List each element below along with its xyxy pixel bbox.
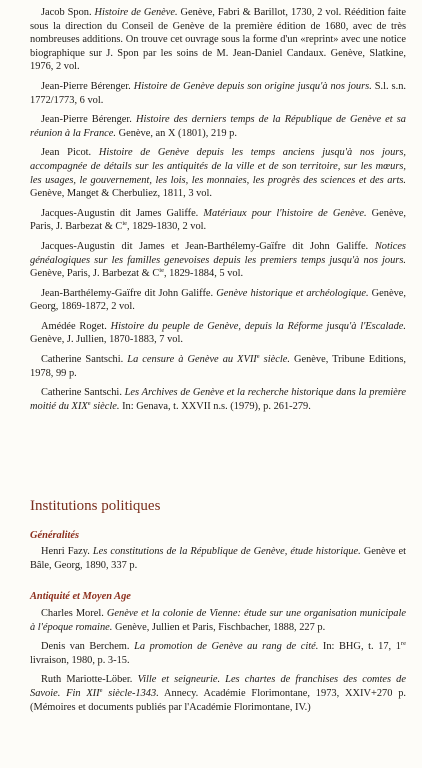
entry-publication-continued: livraison, 1980, p. 3-15. [30, 654, 130, 666]
bibliography-entry [30, 320, 406, 347]
entry-author: Charles Morel. [41, 608, 104, 619]
entry-title: Matériaux pour l'histoire de Genève. [203, 207, 367, 219]
entry-publication: Genève et Bâle, Georg, 1890, 337 p. [30, 546, 406, 571]
entry-title-continued: siècle. [90, 400, 120, 412]
entry-publication: Genève, Georg, 1869-1872, 2 vol. [30, 287, 406, 313]
entry-publication: In: Genava, t. XXVII n.s. (1979), p. 261-279. [122, 400, 311, 412]
entry-author: Jacques-Augustin dit James Galiffe. [41, 207, 199, 219]
entry-author: Denis van Berchem. [41, 641, 130, 653]
entry-author: Jean-Pierre Bérenger. [41, 114, 132, 126]
entry-author: Amédée Roget. [41, 320, 107, 332]
entry-title: Histoire de Genève depuis les temps anciens jusqu'à nos jours, accompagnée de détails sur les antiquités de la ville et de son territoire, sur les mœurs, les usages, le gouvernement, les lois, les monnaies, les progrès des sciences et des arts. [30, 147, 406, 186]
entry-author: Jean-Barthélemy-Gaïfre dit John Galiffe. [41, 287, 214, 299]
bibliography-entry [30, 80, 406, 107]
entry-title: Ville et seigneurie. Les chartes de franchises des comtes de Savoie. Fin XII [30, 674, 406, 699]
entry-author: Jacques-Augustin dit James et Jean-Barthélemy-Gaïfre dit John Galiffe. [41, 240, 369, 252]
entry-superscript: ie [159, 267, 164, 275]
entry-publication: Genève, Tribune Editions, 1978, 99 p. [30, 354, 406, 379]
entry-publication: Genève, Paris, J. Barbezat & C [30, 268, 160, 280]
bibliography-entry [30, 640, 406, 667]
bibliography-entry [30, 6, 406, 74]
entry-publication: Genève, Manget & Cherbuliez, 1811, 3 vol. [30, 188, 212, 200]
entry-publication: In: BHG, t. 17, 1 [322, 641, 401, 653]
subsection-title-generalites: Généralités [30, 530, 80, 541]
entry-title: Genève historique et archéologique. [216, 287, 369, 299]
bibliography-entry [30, 146, 406, 200]
bibliography-list-general [30, 6, 406, 413]
entry-author: Catherine Santschi. [41, 387, 122, 399]
entry-title: Les constitutions de la République de Genève, étude historique. [92, 546, 361, 557]
entry-publication-continued: , 1829-1884, 5 vol. [163, 268, 244, 280]
entry-title-superscript: e [87, 399, 91, 407]
subsection-title-antiquite: Antiquité et Moyen Age [30, 591, 131, 602]
entry-title-superscript: e [256, 353, 260, 361]
entry-publication: Genève, Jullien et Paris, Fischbacher, 1888, 227 p. [114, 621, 326, 633]
entry-publication: Genève, Fabri & Barillot, 1730, 2 vol. Réédition faite sous la direction du Conseil de Genève de la première édition de 1680, avec de très nombreuses additions. On trouve cet ouvrage sous la forme d'un «reprint» avec une notice biographique sur J. Spon par les soins de M. Jean-Daniel Candaux. Genève, Slatkine, 1976, 2 vol. [30, 7, 406, 73]
entry-publication: Annecy. Académie Florimontane, 1973, XXIV+270 p. (Mémoires et documents publiés par l'Académie Florimontane, IV.) [30, 687, 406, 713]
entry-title: Notices généalogiques sur les familles genevoises depuis les premiers temps jusqu'à nos jours. [30, 240, 406, 266]
entry-publication: Genève, Paris, J. Barbezat & C [30, 207, 406, 233]
entry-publication: S.l. s.n. 1772/1773, 6 vol. [30, 80, 406, 106]
entry-title: Histoire de Genève depuis son origine jusqu'à nos jours. [133, 80, 372, 92]
bibliography-entry [30, 287, 406, 314]
entry-title-continued: siècle-1343. [102, 687, 159, 699]
entry-title: La promotion de Genève au rang de cité. [134, 641, 319, 653]
section-title: Institutions politiques [30, 498, 161, 514]
bibliography-entry [30, 673, 406, 714]
entry-superscript: ie [122, 220, 128, 228]
entry-title: Les Archives de Genève et la recherche historique dans la première moitié du XIX [30, 387, 406, 412]
entry-author: Ruth Mariotte-Löber. [41, 674, 133, 686]
entry-publication: Genève, J. Jullien, 1870-1883, 7 vol. [30, 334, 183, 346]
entry-title-superscript: e [99, 686, 103, 694]
entry-publication-continued: , 1829-1830, 2 vol. [127, 221, 207, 233]
entry-author: Henri Fazy. [41, 546, 90, 557]
entry-title: Genève et la colonie de Vienne: étude sur une organisation municipale à l'époque romaine. [30, 608, 406, 633]
bibliography-entry [30, 607, 406, 634]
bibliography-entry [30, 353, 406, 380]
entry-title-continued: siècle. [259, 354, 290, 366]
entry-title: La censure à Genève au XVII [127, 354, 257, 366]
entry-author: Jean-Pierre Bérenger. [41, 80, 131, 92]
entry-author: Jean Picot. [41, 147, 92, 159]
bibliography-list-antiquite [30, 607, 406, 714]
bibliography-entry [30, 545, 406, 572]
entry-publication: Genève, an X (1801), 219 p. [118, 127, 237, 139]
entry-title: Histoire de Genève. [94, 7, 178, 18]
entry-title: Histoire des derniers temps de la République de Genève et sa réunion à la France. [30, 114, 406, 139]
bibliography-entry [30, 113, 406, 140]
entry-author: Jacob Spon. [41, 7, 92, 18]
bibliography-entry [30, 207, 406, 234]
entry-author: Catherine Santschi. [41, 354, 124, 366]
bibliography-entry [30, 386, 406, 413]
entry-superscript: re [400, 640, 406, 648]
bibliography-list-generalites [30, 545, 406, 572]
entry-title: Histoire du peuple de Genève, depuis la Réforme jusqu'à l'Escalade. [110, 320, 406, 332]
bibliography-entry [30, 240, 406, 281]
